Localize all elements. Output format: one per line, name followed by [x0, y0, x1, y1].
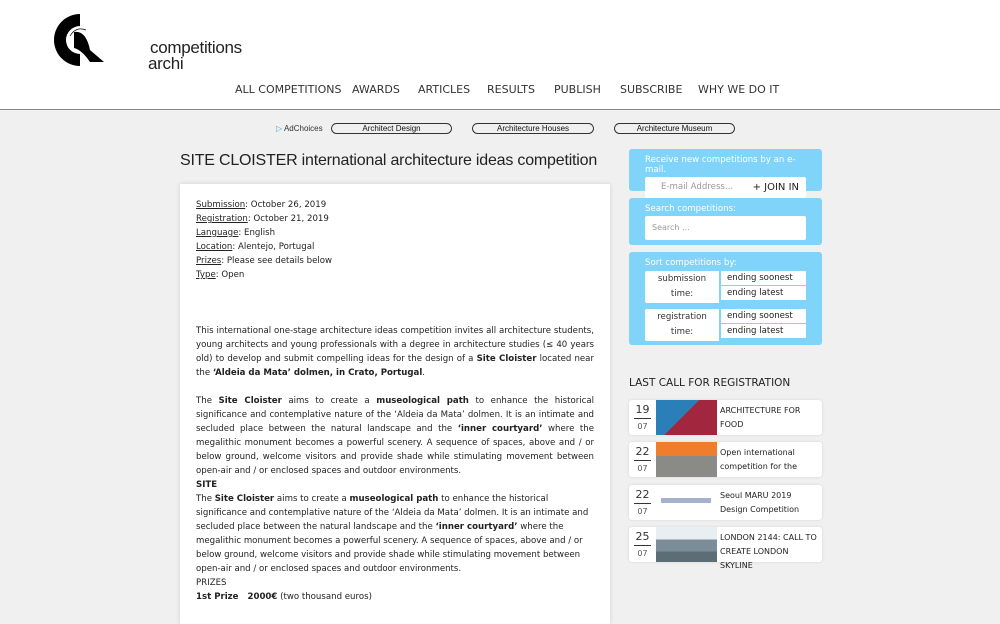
- date-badge: 19 07: [635, 403, 650, 431]
- meta-type: Type: Open: [196, 270, 245, 280]
- meta-registration: Registration: October 21, 2019: [196, 214, 329, 224]
- sort-box: [629, 252, 822, 345]
- page-title: SITE CLOISTER international architecture ideas competition: [180, 152, 598, 169]
- search-label: Search competitions:: [645, 204, 736, 214]
- sort-submission-soonest[interactable]: ending soonest: [721, 271, 806, 285]
- logo-text: competitions archi: [148, 38, 242, 73]
- last-call-item[interactable]: [629, 442, 822, 477]
- search-input[interactable]: Search ...: [645, 216, 806, 240]
- competition-thumbnail: [656, 485, 717, 520]
- ad-link-architecture-museum[interactable]: Architecture Museum: [614, 123, 735, 134]
- nav-publish[interactable]: PUBLISH: [554, 83, 601, 96]
- last-call-item[interactable]: [629, 485, 822, 520]
- nav-articles[interactable]: ARTICLES: [418, 83, 471, 96]
- item-title: ARCHITECTURE FOR FOOD: [720, 406, 801, 429]
- search-box: [629, 198, 822, 245]
- sort-registration-latest[interactable]: ending latest: [721, 324, 806, 338]
- last-call-heading: LAST CALL FOR REGISTRATION: [629, 377, 791, 389]
- nav-why-we-do-it[interactable]: WHY WE DO IT: [698, 83, 780, 96]
- date-badge: 25 07: [635, 530, 650, 558]
- sort-registration-label: registration time:: [645, 309, 719, 341]
- date-badge: 22 07: [635, 488, 650, 516]
- intro-paragraph: This international one-stage architecture ideas competition invites all architecture students, young architects and young professionals with a degree in architecture studies (≤ 40 years old) to develop and submit compelling ideas for the design of a Site Cloister located near the ‘Aldeia da Mata’ dolmen, in Crato, Portugal.: [196, 326, 594, 378]
- logo-mark-icon: [46, 10, 106, 70]
- competition-thumbnail: [656, 442, 717, 477]
- site-logo[interactable]: [46, 10, 242, 73]
- ad-link-architecture-houses[interactable]: Architecture Houses: [472, 123, 594, 134]
- nav-subscribe[interactable]: SUBSCRIBE: [620, 83, 683, 96]
- nav-results[interactable]: RESULTS: [487, 83, 535, 96]
- sort-registration-soonest[interactable]: ending soonest: [721, 309, 806, 323]
- meta-submission: Submission: October 26, 2019: [196, 200, 327, 210]
- sort-registration: [645, 309, 806, 341]
- adchoices-icon: ▷: [276, 124, 283, 133]
- adchoices-link[interactable]: [276, 124, 323, 133]
- sort-submission-latest[interactable]: ending latest: [721, 286, 806, 300]
- first-prize: 1st Prize 2000€ (two thousand euros): [196, 592, 372, 602]
- last-call-item[interactable]: [629, 400, 822, 435]
- item-title: Open international competition for the: [720, 448, 797, 471]
- meta-location: Location: Alentejo, Portugal: [196, 242, 315, 252]
- item-title: LONDON 2144: CALL TO CREATE LONDON SKYLINE: [720, 533, 817, 570]
- sort-label: Sort competitions by:: [645, 258, 737, 268]
- competition-thumbnail: [656, 527, 717, 562]
- competition-meta: [196, 198, 594, 282]
- competition-details: [180, 184, 610, 624]
- adchoices-label: AdChoices: [283, 124, 323, 133]
- sort-submission-label: submission time:: [645, 271, 719, 303]
- date-badge: 22 07: [635, 445, 650, 473]
- meta-language: Language: English: [196, 228, 276, 238]
- site-paragraph: The Site Cloister aims to create a museological path to enhance the historical significance and contemplative nature of the ‘Aldeia da Mata’ dolmen. It is an intimate and secluded place between the natural landscape and the ‘inner courtyard’ where the megalithic monument becomes a powerful scenery. A sequence of spaces, above and / or below ground, welcome visitors and provide shade while stimulating movement between open-air and / or enclosed spaces and outdoor environments.: [196, 494, 589, 574]
- email-placeholder: E-mail Address...: [661, 182, 734, 192]
- sort-submission: [645, 271, 806, 303]
- meta-prizes: Prizes: Please see details below: [196, 256, 333, 266]
- join-button[interactable]: + JOIN IN: [752, 182, 799, 193]
- newsletter-label: Receive new competitions by an e-mail.: [645, 155, 796, 175]
- nav-awards[interactable]: AWARDS: [352, 83, 400, 96]
- prizes-heading: PRIZES: [196, 578, 227, 588]
- ad-bar: [0, 123, 1000, 135]
- site-header: [0, 0, 1000, 110]
- last-call-item[interactable]: [629, 527, 822, 570]
- description-paragraph: The Site Cloister aims to create a museological path to enhance the historical significance and contemplative nature of the ‘Aldeia da Mata’ dolmen. It is an intimate and secluded place between the natural landscape and the ‘inner courtyard’ where the megalithic monument becomes a powerful scenery. A sequence of spaces, above and / or below ground, welcome visitors and provide shade while stimulating movement between open-air and / or enclosed spaces and outdoor environments.: [196, 396, 594, 476]
- competition-thumbnail: [656, 400, 717, 435]
- newsletter-box: [629, 149, 822, 191]
- nav-all-competitions[interactable]: ALL COMPETITIONS: [235, 83, 342, 96]
- site-heading: SITE: [196, 480, 218, 490]
- ad-link-architect-design[interactable]: Architect Design: [331, 123, 452, 134]
- item-title: Seoul MARU 2019 Design Competition: [720, 491, 800, 514]
- email-input[interactable]: [645, 177, 806, 198]
